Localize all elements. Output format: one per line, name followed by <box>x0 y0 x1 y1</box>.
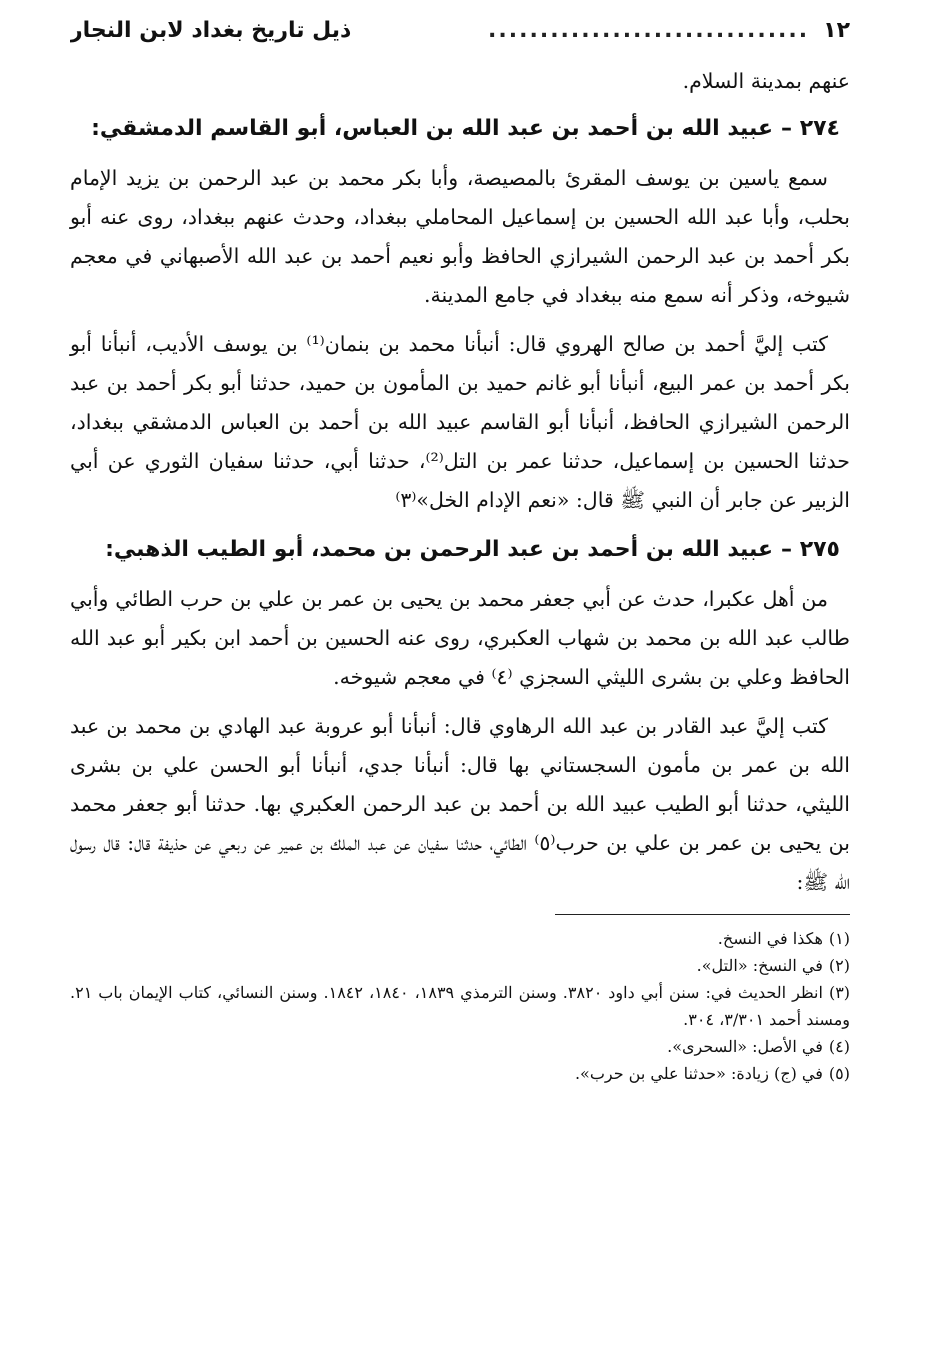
leader-dots: ............................... <box>488 18 810 43</box>
intro-line: عنهم بمدينة السلام. <box>682 69 850 93</box>
running-head <box>70 18 850 58</box>
footnote-item <box>70 979 850 1033</box>
footnote-text: هكذا في النسخ. <box>717 929 823 948</box>
footnote-number: (٢) <box>828 956 850 975</box>
footnote-text: في النسخ: «التل». <box>696 956 823 975</box>
footnotes <box>70 925 850 1087</box>
paragraph: سمع ياسين بن يوسف المقرئ بالمصيصة، وأبا بكر محمد بن عبد الرحمن بن يزيد الإمام بحلب، وأبا عبد الله الحسين بن إسماعيل المحاملي ببغداد، وحدث عنهم ببغداد، روى عنه أبو بكر أحمد بن عبد الرحمن الشيرازي الحافظ وأبو نعيم أحمد بن عبد الله الأصبهاني في معجم شيوخه، وذكر أنه سمع منه ببغداد في جامع المدينة. <box>70 166 850 307</box>
entry-number: ٢٧٤ – <box>781 116 840 141</box>
entry-title: عبيد الله بن أحمد بن عبد الله بن العباس، أبو القاسم الدمشقي: <box>91 116 774 141</box>
footnote-number: (٥) <box>828 1064 850 1083</box>
footnote-item <box>70 1033 850 1060</box>
footnote-text: في (ج) زيادة: «حدثنا علي بن حرب». <box>574 1064 823 1083</box>
paragraph: كتب إليَّ عبد القادر بن عبد الله الرهاوي قال: أنبأنا أبو عروبة عبد الهادي بن محمد بن عبد الله بن عمر بن مأمون السجستاني بها قال: أنبأنا جدي، أنبأنا أبو الحسن علي بن بشرى الليثي، حدثنا أبو الطيب عبيد الله بن أحمد بن عبد الرحمن العكبري بها. حدثنا أبو جعفر محمد بن يحيى بن عمر بن علي بن حرب⁽٥⁾ الطائي، حدثنا سفيان عن عبد الملك بن عمير عن ربعي عن حذيفة قال: قال رسول الله ﷺ: <box>70 714 850 894</box>
footnote-number: (٤) <box>828 1037 850 1056</box>
entry-number: ٢٧٥ – <box>781 537 840 562</box>
entry-title: عبيد الله بن أحمد بن عبد الرحمن بن محمد، أبو الطيب الذهبي: <box>105 537 774 562</box>
footnote-text: في الأصل: «السحرى». <box>667 1037 823 1056</box>
footnote-number: (٣) <box>828 983 851 1002</box>
paragraph: كتب إليَّ أحمد بن صالح الهروي قال: أنبأنا محمد بن بنمان⁽¹⁾ بن يوسف الأديب، أنبأنا أبو بكر أحمد بن عمر البيع، أنبأنا أبو غانم حميد بن المأمون بن حميد، حدثنا أبو بكر أحمد بن عبد الرحمن الشيرازي الحافظ، أنبأنا أبو القاسم عبيد الله بن أحمد بن العباس الدمشقي ببغداد، حدثنا الحسين بن إسماعيل، حدثنا عمر بن التل⁽²⁾، حدثنا أبي، حدثنا سفيان الثوري عن أبي الزبير عن جابر أن النبي ﷺ قال: «نعم الإدام الخل»⁽٣⁾ <box>70 332 850 512</box>
paragraph: من أهل عكبرا، حدث عن أبي جعفر محمد بن يحيى بن عمر بن علي بن حرب الطائي وأبي طالب عبد الله بن محمد بن شهاب العكبري، روى عنه الحسين بن أحمد ابن بكير أبو عبد الله الحافظ وعلي بن بشرى الليثي السجزي ⁽٤⁾ في معجم شيوخه. <box>70 587 850 689</box>
footnote-text: انظر الحديث في: سنن أبي داود ٣٨٢٠. وسنن الترمذي ١٨٣٩، ١٨٤٠، ١٨٤٢. وسنن النسائي، كتاب الإيمان باب ٢١. ومسند أحمد ٣/٣٠١، ٣٠٤. <box>70 983 850 1029</box>
book-page <box>70 18 850 1348</box>
entry-274 <box>70 109 850 520</box>
running-title: ذيل تاريخ بغداد لابن النجار <box>70 18 352 43</box>
entry-275 <box>70 530 850 902</box>
page-number: ١٢ <box>823 18 850 43</box>
footnote-number: (١) <box>828 929 850 948</box>
footnote-item <box>70 1060 850 1087</box>
footnote-divider <box>555 914 850 915</box>
entry-heading <box>70 530 840 570</box>
footnote-item <box>70 925 850 952</box>
footnote-item <box>70 952 850 979</box>
entry-heading <box>70 109 840 149</box>
